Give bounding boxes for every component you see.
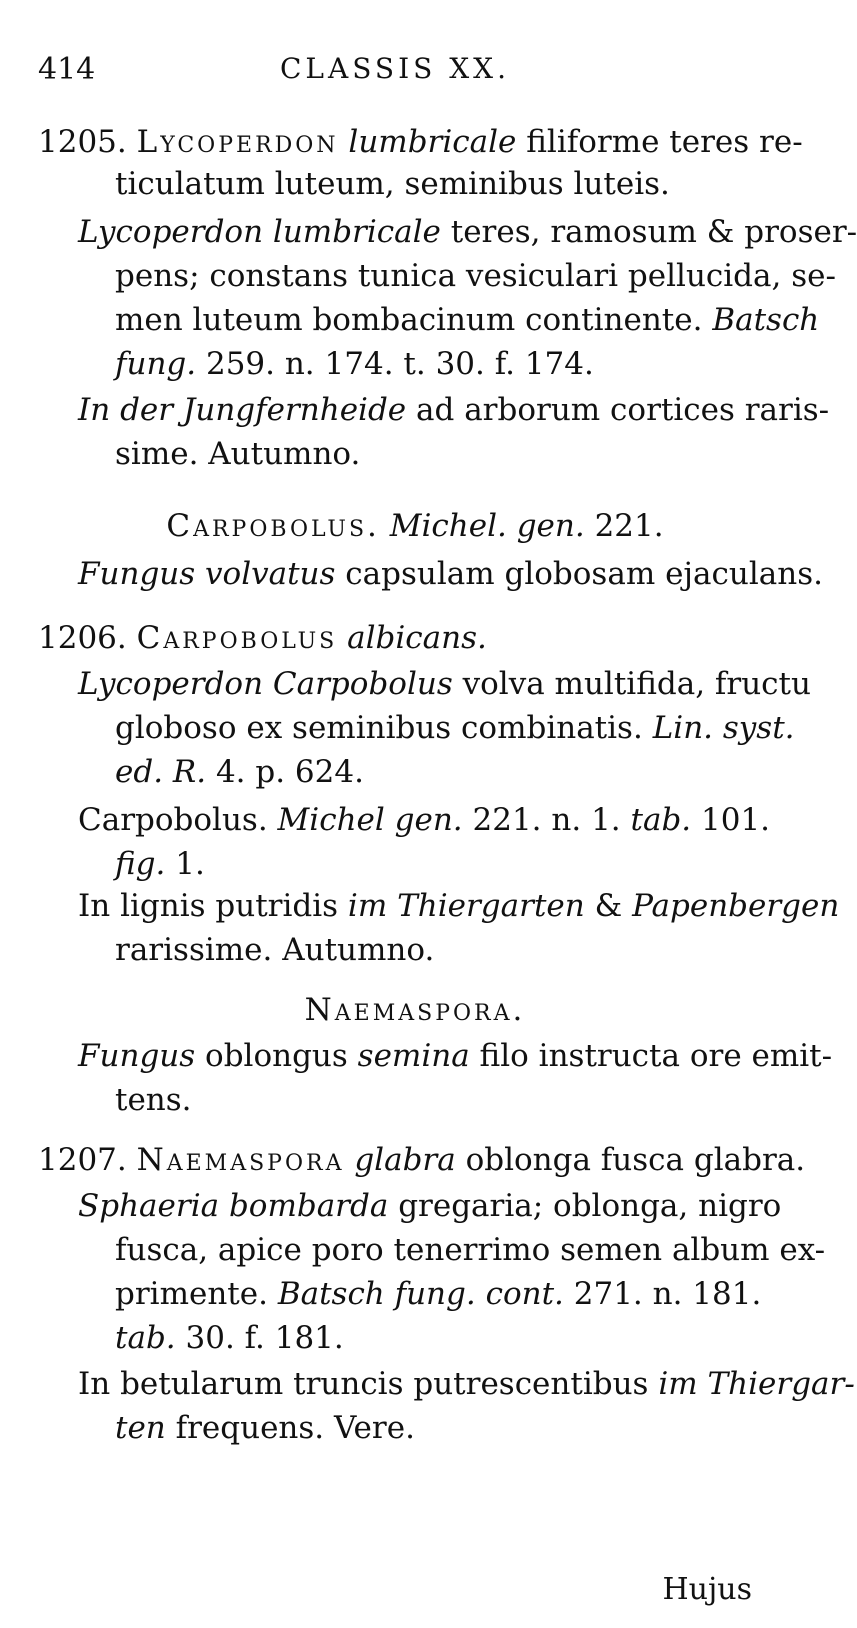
- habitat-line: [78, 886, 839, 926]
- genus-heading-carpobolus: [0, 506, 830, 546]
- synonym-text: gregaria; oblonga, nigro: [398, 1188, 782, 1224]
- synonym-text: volva multifida, fructu: [462, 666, 811, 702]
- genus-desc-text: filo instructa ore emit-: [479, 1038, 833, 1074]
- habitat-cont: [115, 1408, 415, 1448]
- species-name: glabra: [354, 1142, 456, 1178]
- conjunction: &: [594, 888, 623, 924]
- habitat-line: [78, 1364, 855, 1404]
- figure-number: 1.: [175, 846, 205, 882]
- synonym-cont: fusca, apice poro tenerrimo semen album ex-: [115, 1232, 826, 1268]
- genus-desc-text: capsulam globosam ejaculans.: [345, 556, 823, 592]
- habitat-text: In betularum truncis putrescentibus: [78, 1366, 649, 1402]
- genus-name: Lycoperdon: [136, 124, 339, 160]
- synonym-text: men luteum bombacinum continente.: [115, 302, 703, 338]
- plate-number: 101.: [701, 802, 771, 838]
- entry-1205-heading: [38, 122, 803, 162]
- entry-1207-heading: [38, 1140, 805, 1180]
- species-name: albicans.: [347, 620, 487, 656]
- habitat-text: frequens. Vere.: [175, 1410, 415, 1446]
- running-title: CLASSIS XX.: [280, 52, 511, 85]
- genus-desc-italic: semina: [357, 1038, 470, 1074]
- work-ref: Lin. syst.: [652, 710, 795, 746]
- genus-description: [78, 554, 823, 594]
- ref-numbers: 4. p. 624.: [215, 754, 364, 790]
- synonym-name: Lycoperdon Carpobolus: [78, 666, 453, 702]
- locality: Papenbergen: [632, 888, 840, 924]
- locality: im Thiergarten: [347, 888, 585, 924]
- synonym-name: Lycoperdon lumbricale: [78, 214, 441, 250]
- habitat-text: ad arborum cortices raris-: [416, 392, 830, 428]
- genus-title: Naemaspora.: [304, 992, 526, 1028]
- catchword: Hujus: [662, 1572, 752, 1607]
- species-name: lumbricale: [348, 124, 517, 160]
- ref-numbers: 259. n. 174. t. 30. f. 174.: [205, 346, 594, 382]
- reference-line: [115, 1318, 344, 1358]
- synonym-text: teres, ramosum & proser-: [450, 214, 857, 250]
- diagnosis: oblonga fusca glabra.: [465, 1142, 806, 1178]
- locality: im Thiergar-: [658, 1366, 855, 1402]
- synonym-line: [78, 1186, 781, 1226]
- entry-1206-heading: [38, 618, 487, 658]
- diagnosis: filiforme teres re-: [526, 124, 803, 160]
- page-number: 414: [38, 52, 96, 87]
- synonym-text: primente.: [115, 1276, 268, 1312]
- genus-description: [78, 1036, 832, 1076]
- genus-title: Carpobolus.: [166, 508, 380, 544]
- genus-desc-cont: tens.: [115, 1082, 192, 1118]
- genus-desc-italic: Fungus: [78, 1038, 196, 1074]
- genus-ref-num: 221.: [594, 508, 664, 544]
- work-ref: Michel gen.: [277, 802, 463, 838]
- habitat-text: In lignis putridis: [78, 888, 339, 924]
- entry-number: 1207.: [38, 1142, 127, 1178]
- ref-numbers: 221. n. 1.: [472, 802, 621, 838]
- habitat-line: [78, 390, 829, 430]
- edition-ref: ed. R.: [115, 754, 207, 790]
- ref-numbers: 271. n. 181.: [573, 1276, 762, 1312]
- synonym-text: globoso ex seminibus combinatis.: [115, 710, 643, 746]
- entry-number: 1205.: [38, 124, 127, 160]
- locality: In der Jungfernheide: [78, 392, 407, 428]
- genus-heading-naemaspora: [0, 990, 830, 1030]
- work-ref: Batsch fung. cont.: [277, 1276, 564, 1312]
- synonym-line: [78, 800, 770, 840]
- reference-line: [115, 344, 594, 384]
- plate-label: tab.: [115, 1320, 176, 1356]
- reference-line: [115, 844, 205, 884]
- genus-desc-italic: Fungus volvatus: [78, 556, 336, 592]
- habitat-cont: sime. Autumno.: [115, 436, 361, 472]
- author-ref: Batsch: [712, 302, 820, 338]
- plate-label: tab.: [630, 802, 692, 838]
- genus-desc-text: oblongus: [205, 1038, 348, 1074]
- ref-numbers: 30. f. 181.: [185, 1320, 344, 1356]
- entry-number: 1206.: [38, 620, 127, 656]
- synonym-cont: [115, 300, 819, 340]
- habitat-cont: rarissime. Autumno.: [115, 932, 435, 968]
- reference-line: [115, 1274, 761, 1314]
- work-ref: fung.: [115, 346, 197, 382]
- synonym-cont: [115, 708, 795, 748]
- synonym-line: [78, 664, 811, 704]
- genus-name: Carpobolus: [136, 620, 338, 656]
- synonym-name: Carpobolus.: [78, 802, 268, 838]
- genus-ref: Michel. gen.: [389, 508, 585, 544]
- diagnosis-cont: ticulatum luteum, seminibus luteis.: [115, 166, 670, 202]
- genus-name: Naemaspora: [136, 1142, 345, 1178]
- synonym-name: Sphaeria bombarda: [78, 1188, 389, 1224]
- locality: ten: [115, 1410, 166, 1446]
- synonym-cont: pens; constans tunica vesiculari pellucida, se-: [115, 258, 836, 294]
- synonym-line: [78, 212, 857, 252]
- reference-line: [115, 752, 364, 792]
- figure-label: fig.: [115, 846, 166, 882]
